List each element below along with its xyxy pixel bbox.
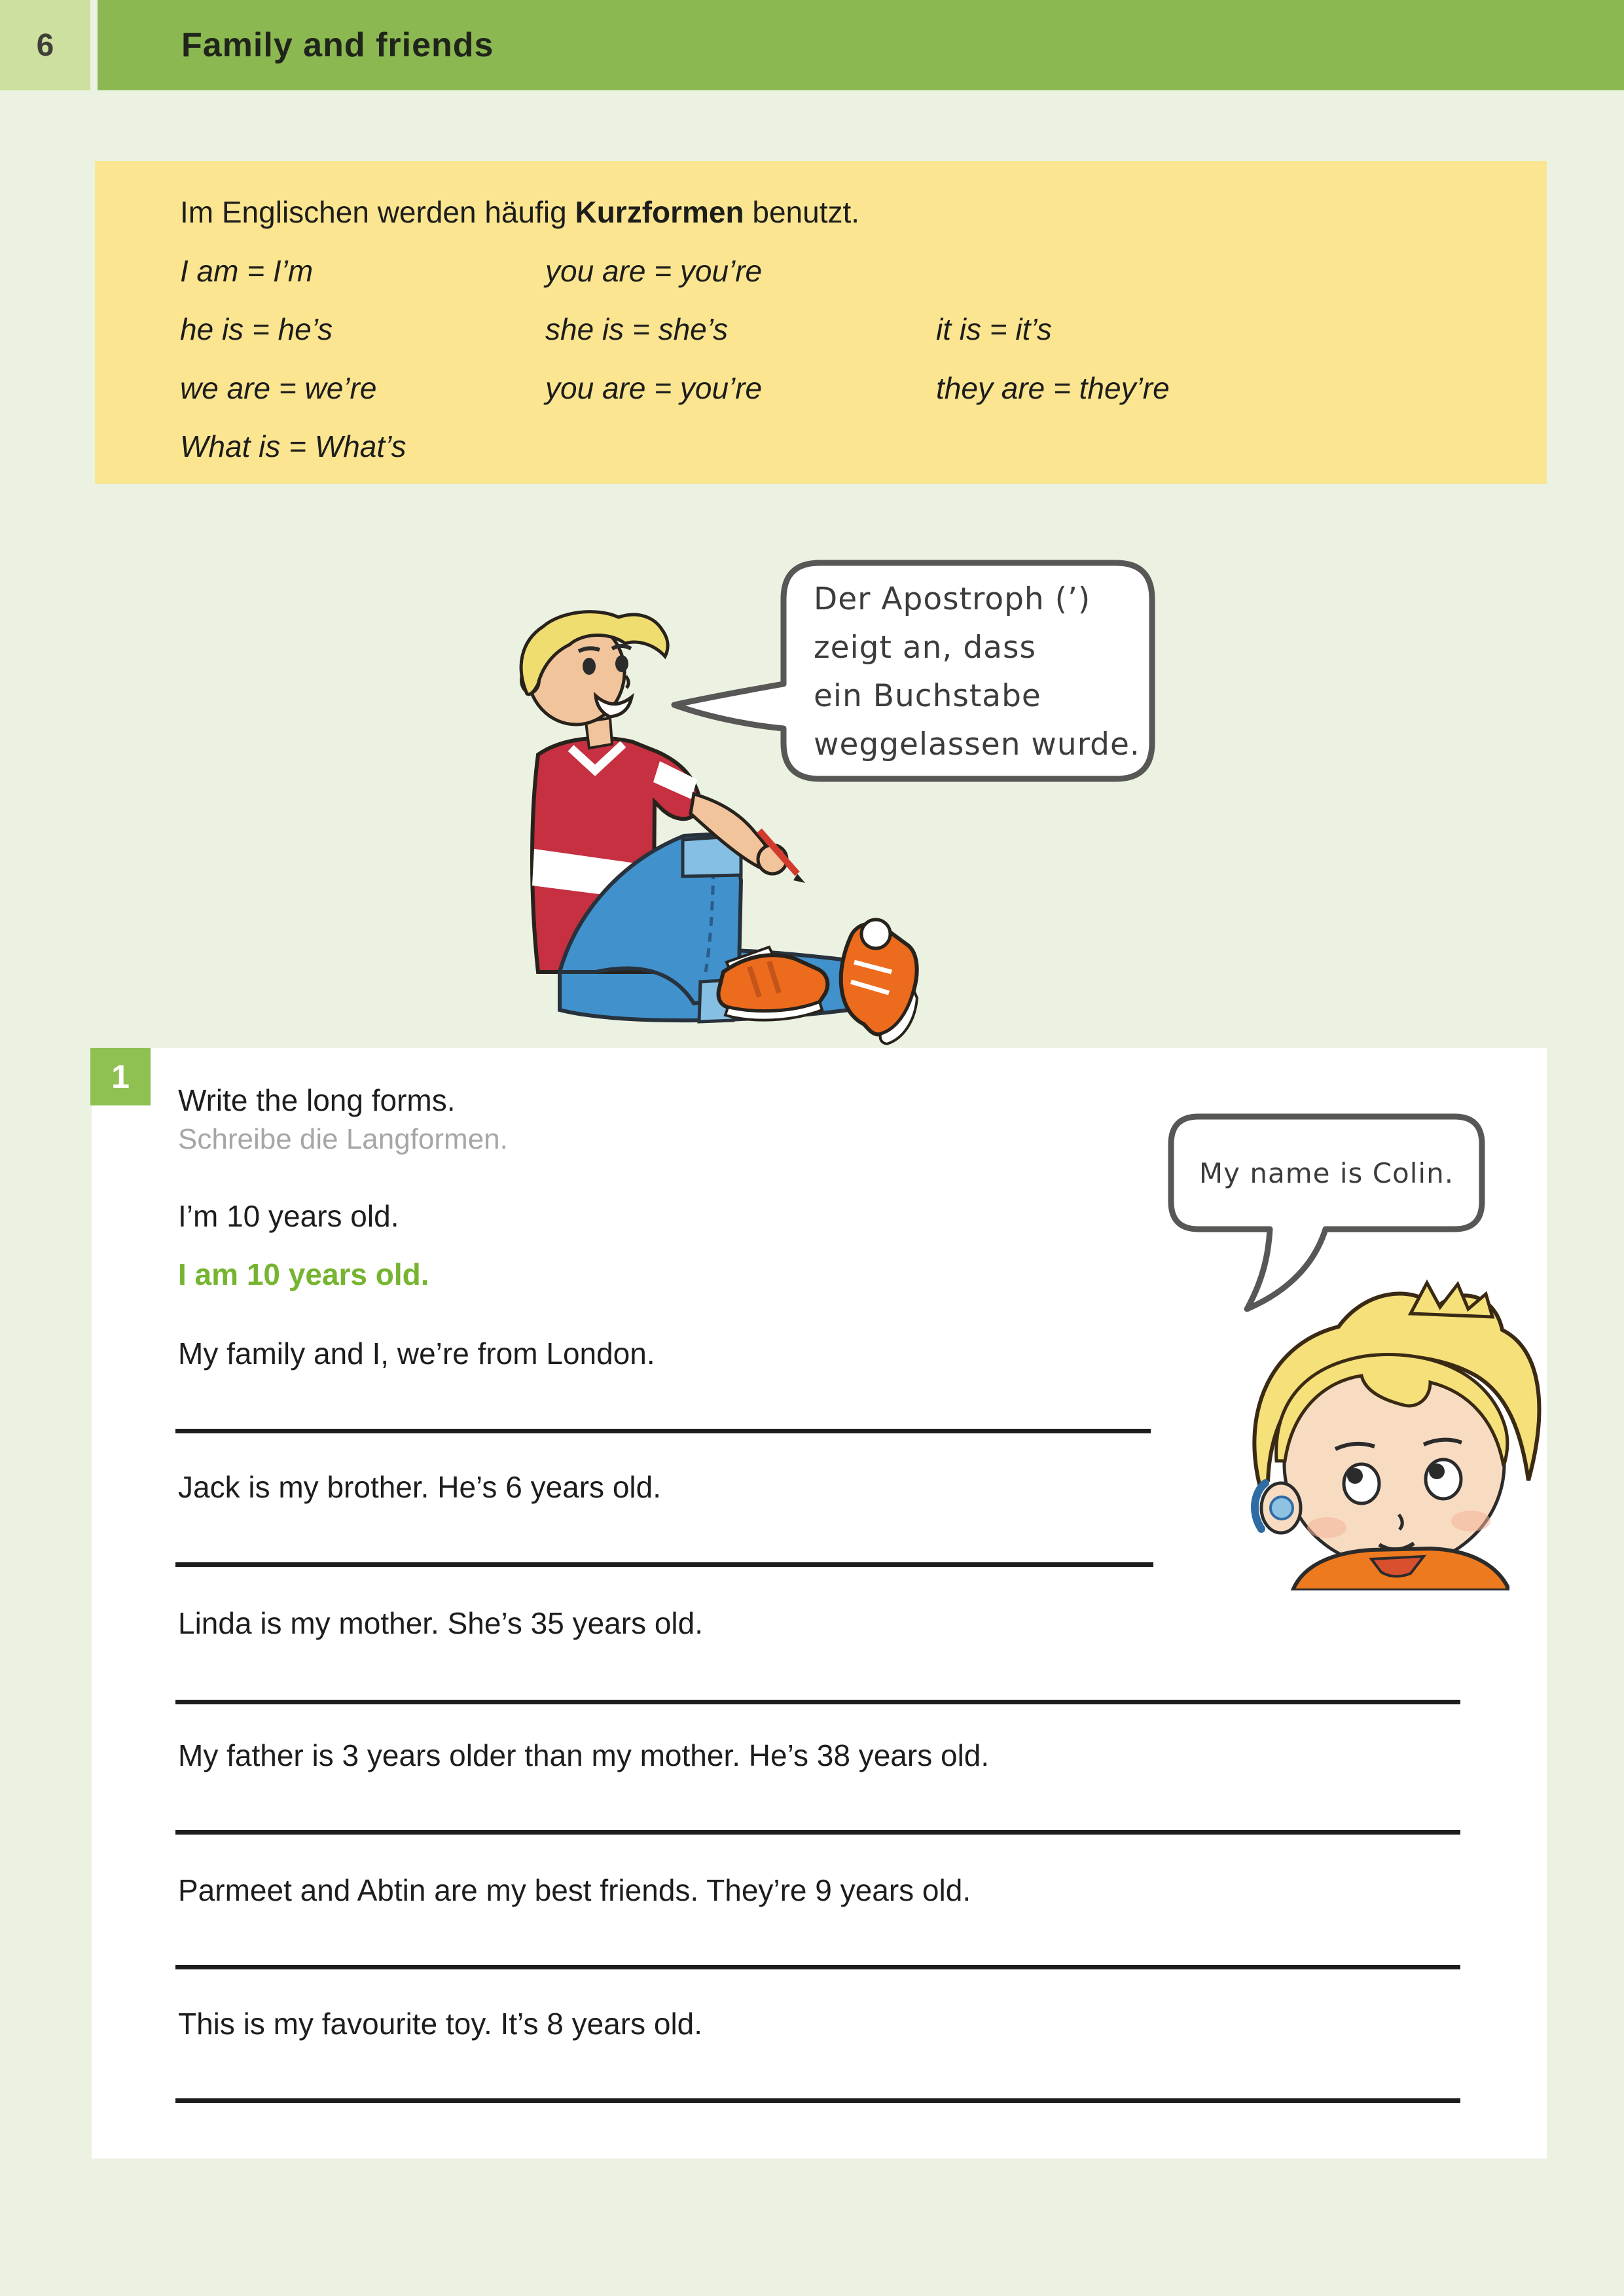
bubble-line: Der Apostroph (’) [814, 581, 1091, 617]
bubble-line: zeigt an, dass [814, 630, 1036, 666]
page-number: 6 [0, 0, 90, 90]
sitting-boy-illustration [497, 605, 920, 1050]
info-intro-bold: Kurzformen [575, 195, 744, 229]
colin-bubble-text: My name is Colin. [1199, 1157, 1454, 1189]
bubble-line: weggelassen wurde. [814, 726, 1140, 762]
answer-line [175, 1700, 1460, 1704]
short-form: you are = you’re [545, 371, 763, 405]
exercise-prompt: This is my favourite toy. It’s 8 years old. [178, 2007, 703, 2041]
info-intro [180, 194, 859, 230]
chapter-title: Family and friends [181, 26, 494, 64]
chapter-header [98, 0, 1624, 90]
exercise-prompt: Parmeet and Abtin are my best friends. They’re 9 years old. [178, 1873, 971, 1907]
short-form: I am = I’m [180, 254, 314, 288]
info-intro-post: benutzt. [744, 195, 860, 229]
exercise-prompt: Jack is my brother. He’s 6 years old. [178, 1470, 661, 1504]
exercise-prompt: Linda is my mother. She’s 35 years old. [178, 1606, 704, 1640]
short-form: she is = she’s [545, 312, 729, 346]
exercise-instruction-en: Write the long forms. [178, 1083, 456, 1117]
short-form: they are = they’re [936, 371, 1170, 405]
short-form: it is = it’s [936, 312, 1052, 346]
bubble-line: ein Buchstabe [814, 678, 1041, 714]
example-answer: I am 10 years old. [178, 1257, 429, 1291]
answer-line [175, 1562, 1153, 1567]
short-form: you are = you’re [545, 254, 763, 288]
grammar-info-box [95, 161, 1547, 484]
short-form: What is = What’s [180, 429, 406, 463]
exercise-number-badge: 1 [90, 1048, 151, 1105]
exercise-instruction-de: Schreibe die Langformen. [178, 1123, 508, 1155]
answer-line [175, 1429, 1151, 1433]
answer-line [175, 2098, 1460, 2103]
exercise-prompt: My family and I, we’re from London. [178, 1336, 655, 1371]
exercise-prompt: My father is 3 years older than my mother. He’s 38 years old. [178, 1738, 990, 1772]
colin-illustration [1214, 1278, 1555, 1590]
short-form: he is = he’s [180, 312, 333, 346]
short-form: we are = we’re [180, 371, 377, 405]
answer-line [175, 1965, 1460, 1969]
example-prompt: I’m 10 years old. [178, 1199, 399, 1233]
info-intro-pre: Im Englischen werden häufig [180, 195, 575, 229]
answer-line [175, 1830, 1460, 1835]
